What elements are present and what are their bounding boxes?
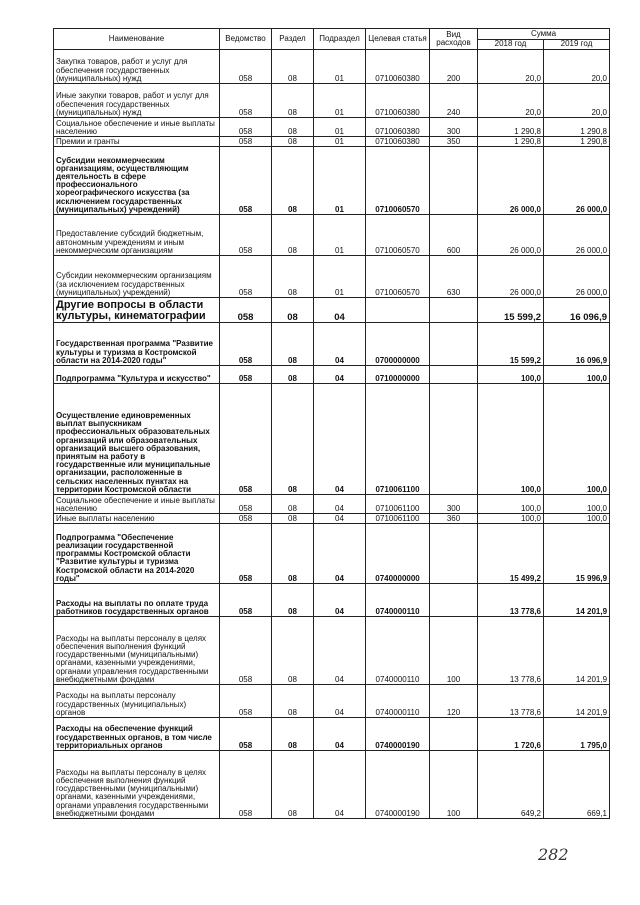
cell-target: 0710060380 [366,50,430,84]
cell-2019: 26 000,0 [544,256,610,298]
table-row [54,147,610,215]
cell-kind: 350 [430,137,478,147]
table-row [54,718,610,751]
table-row [54,584,610,617]
table-row [54,685,610,718]
cell-dept: 058 [220,617,272,685]
cell-name: Подпрограмма "Культура и искусство" [54,366,220,384]
cell-2018: 100,0 [478,495,544,514]
cell-subsection: 01 [314,256,366,298]
cell-section: 08 [272,384,314,495]
cell-dept: 058 [220,323,272,366]
cell-kind [430,384,478,495]
cell-2018: 13 778,6 [478,685,544,718]
cell-section: 08 [272,751,314,819]
cell-2019: 20,0 [544,84,610,118]
cell-2018: 26 000,0 [478,215,544,256]
cell-2018: 15 599,2 [478,298,544,323]
cell-2019: 1 290,8 [544,118,610,137]
cell-kind: 200 [430,50,478,84]
cell-kind [430,718,478,751]
cell-kind: 300 [430,118,478,137]
cell-subsection: 04 [314,584,366,617]
cell-dept: 058 [220,137,272,147]
cell-target: 0710060380 [366,118,430,137]
cell-section: 08 [272,50,314,84]
cell-subsection: 04 [314,323,366,366]
cell-section: 08 [272,84,314,118]
cell-subsection: 04 [314,495,366,514]
cell-target: 0710060570 [366,215,430,256]
cell-section: 08 [272,215,314,256]
header-2018: 2018 год [478,40,544,50]
cell-2018: 13 778,6 [478,617,544,685]
cell-2019: 100,0 [544,495,610,514]
cell-2019: 1 290,8 [544,137,610,147]
cell-subsection: 04 [314,514,366,524]
page-mark: 282 [538,845,569,864]
cell-kind: 240 [430,84,478,118]
cell-kind: 300 [430,495,478,514]
cell-name: Иные выплаты населению [54,514,220,524]
cell-subsection: 01 [314,147,366,215]
cell-section: 08 [272,137,314,147]
cell-2019: 669,1 [544,751,610,819]
cell-dept: 058 [220,256,272,298]
cell-target: 0710060570 [366,256,430,298]
cell-dept: 058 [220,366,272,384]
cell-2019: 14 201,9 [544,617,610,685]
cell-dept: 058 [220,524,272,584]
cell-2019: 15 996,9 [544,524,610,584]
cell-2018: 26 000,0 [478,256,544,298]
cell-name: Социальное обеспечение и иные выплаты населению [54,118,220,137]
cell-dept: 058 [220,495,272,514]
cell-target: 0740000190 [366,751,430,819]
table-row [54,323,610,366]
cell-2019: 14 201,9 [544,685,610,718]
cell-section: 08 [272,617,314,685]
header-kind: Вид расходов [430,29,478,50]
cell-section: 08 [272,323,314,366]
cell-2018: 1 290,8 [478,137,544,147]
cell-kind: 360 [430,514,478,524]
cell-section: 08 [272,718,314,751]
cell-section: 08 [272,685,314,718]
cell-name: Расходы на выплаты персоналу государственных (муниципальных) органов [54,685,220,718]
cell-section: 08 [272,256,314,298]
cell-target: 0710060380 [366,84,430,118]
cell-subsection: 01 [314,50,366,84]
cell-kind [430,584,478,617]
cell-target: 0710060570 [366,147,430,215]
cell-kind [430,323,478,366]
cell-section: 08 [272,366,314,384]
header-sum: Сумма [478,29,610,40]
cell-subsection: 04 [314,617,366,685]
cell-name: Расходы на обеспечение функций государственных органов, в том числе территориальных органов [54,718,220,751]
cell-name: Иные закупки товаров, работ и услуг для обеспечения государственных (муниципальных) нужд [54,84,220,118]
cell-section: 08 [272,514,314,524]
cell-target: 0710060380 [366,137,430,147]
cell-2018: 20,0 [478,50,544,84]
table-row [54,298,610,323]
cell-section: 08 [272,147,314,215]
cell-2018: 100,0 [478,514,544,524]
cell-2019: 26 000,0 [544,215,610,256]
cell-section: 08 [272,495,314,514]
cell-target: 0740000190 [366,718,430,751]
cell-dept: 058 [220,147,272,215]
table-row [54,137,610,147]
cell-target: 0710000000 [366,366,430,384]
cell-subsection: 01 [314,118,366,137]
cell-2019: 20,0 [544,50,610,84]
cell-target: 0710061100 [366,495,430,514]
table-row [54,524,610,584]
cell-2018: 1 720,6 [478,718,544,751]
cell-kind [430,524,478,584]
cell-dept: 058 [220,718,272,751]
cell-section: 08 [272,298,314,323]
cell-kind: 120 [430,685,478,718]
cell-name: Премии и гранты [54,137,220,147]
cell-dept: 058 [220,584,272,617]
cell-target: 0740000110 [366,685,430,718]
cell-dept: 058 [220,118,272,137]
cell-name: Субсидии некоммерческим организациям (за исключением государственных (муниципальных) учреждений) [54,256,220,298]
table-row [54,256,610,298]
header-name: Наименование [54,29,220,50]
table-row [54,617,610,685]
cell-subsection: 04 [314,298,366,323]
table-row [54,215,610,256]
cell-2018: 649,2 [478,751,544,819]
cell-dept: 058 [220,215,272,256]
cell-target: 0710061100 [366,514,430,524]
cell-2018: 100,0 [478,366,544,384]
cell-target: 0740000110 [366,617,430,685]
table-row [54,495,610,514]
cell-2019: 26 000,0 [544,147,610,215]
cell-name: Социальное обеспечение и иные выплаты населению [54,495,220,514]
cell-section: 08 [272,118,314,137]
cell-2018: 26 000,0 [478,147,544,215]
cell-name: Другие вопросы в области культуры, кинематографии [54,298,220,323]
cell-name: Расходы на выплаты персоналу в целях обеспечения выполнения функций государственными (муниципальными) органами, казенными учреждениями, органами управления государственными внебюджетными фондами [54,617,220,685]
cell-dept: 058 [220,298,272,323]
cell-section: 08 [272,524,314,584]
table-row [54,50,610,84]
cell-subsection: 01 [314,137,366,147]
cell-kind: 600 [430,215,478,256]
table-row [54,384,610,495]
header-2019: 2019 год [544,40,610,50]
cell-kind [430,298,478,323]
cell-dept: 058 [220,751,272,819]
cell-target: 0740000000 [366,524,430,584]
table-row [54,366,610,384]
cell-2019: 100,0 [544,384,610,495]
header-section: Раздел [272,29,314,50]
cell-2019: 1 795,0 [544,718,610,751]
cell-dept: 058 [220,514,272,524]
table-row [54,84,610,118]
cell-name: Расходы на выплаты персоналу в целях обеспечения выполнения функций государственными (муниципальными) органами, казенными учреждениями, органами управления государственными внебюджетными фондами [54,751,220,819]
cell-name: Предоставление субсидий бюджетным, автономным учреждениям и иным некоммерческим организациям [54,215,220,256]
cell-2019: 16 096,9 [544,323,610,366]
cell-subsection: 01 [314,84,366,118]
cell-dept: 058 [220,384,272,495]
cell-target: 0740000110 [366,584,430,617]
table-body [54,50,610,819]
table-row [54,118,610,137]
cell-2018: 13 778,6 [478,584,544,617]
cell-name: Субсидии некоммерческим организациям, осуществляющим деятельность в сфере профессионального хореографического искусства (за исключением государственных (муниципальных) учреждений) [54,147,220,215]
cell-subsection: 01 [314,215,366,256]
cell-subsection: 04 [314,718,366,751]
cell-subsection: 04 [314,524,366,584]
cell-2019: 14 201,9 [544,584,610,617]
cell-kind: 100 [430,751,478,819]
cell-2019: 16 096,9 [544,298,610,323]
cell-name: Осуществление единовременных выплат выпускникам профессиональных образовательных организаций или образовательных организаций высшего образования, принятым на работу в государственные или муниципальные организации, расположенные в сельских населенных пунктах на территории Костромской области [54,384,220,495]
cell-section: 08 [272,584,314,617]
cell-2019: 100,0 [544,366,610,384]
cell-subsection: 04 [314,366,366,384]
cell-dept: 058 [220,84,272,118]
cell-name: Закупка товаров, работ и услуг для обеспечения государственных (муниципальных) нужд [54,50,220,84]
header-subsection: Подраздел [314,29,366,50]
cell-dept: 058 [220,685,272,718]
cell-target [366,298,430,323]
header-target: Целевая статья [366,29,430,50]
cell-2018: 20,0 [478,84,544,118]
budget-table [53,28,610,819]
cell-name: Государственная программа "Развитие культуры и туризма в Костромской области на 2014-2020 годы" [54,323,220,366]
cell-kind [430,366,478,384]
cell-2018: 15 499,2 [478,524,544,584]
cell-kind: 630 [430,256,478,298]
table-row [54,751,610,819]
cell-2019: 100,0 [544,514,610,524]
cell-subsection: 04 [314,384,366,495]
cell-name: Подпрограмма "Обеспечение реализации государственной программы Костромской области "Развитие культуры и туризма Костромской области на 2014-2020 годы" [54,524,220,584]
cell-2018: 15 599,2 [478,323,544,366]
cell-target: 0700000000 [366,323,430,366]
table-row [54,514,610,524]
cell-kind: 100 [430,617,478,685]
cell-2018: 100,0 [478,384,544,495]
cell-name: Расходы на выплаты по оплате труда работников государственных органов [54,584,220,617]
cell-dept: 058 [220,50,272,84]
header-dept: Ведомство [220,29,272,50]
cell-target: 0710061100 [366,384,430,495]
cell-subsection: 04 [314,685,366,718]
cell-subsection: 04 [314,751,366,819]
cell-kind [430,147,478,215]
cell-2018: 1 290,8 [478,118,544,137]
